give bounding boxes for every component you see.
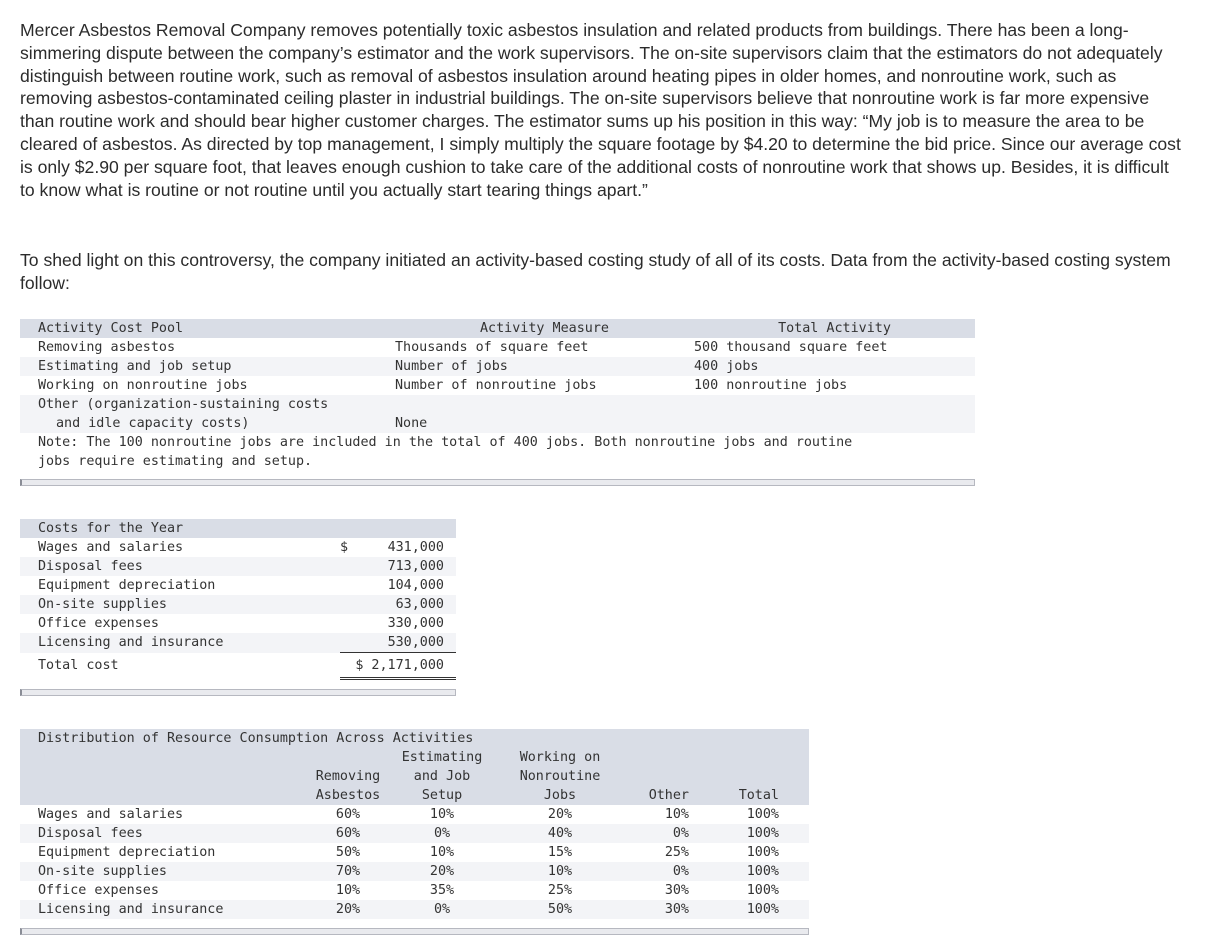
activity-measure: Thousands of square feet [395,340,589,355]
distribution-body [20,805,809,919]
pct-other: 0% [624,824,689,843]
cost-label: Disposal fees [38,557,340,576]
cost-label: Equipment depreciation [38,578,216,593]
cost-amount: 713,000 [366,557,456,576]
activity-table-scrollbar[interactable] [20,479,975,486]
activity-pool: Removing asbestos [38,340,176,355]
costs-table-header [20,519,456,538]
table-note [20,433,975,452]
resource-label: On-site supplies [38,862,308,881]
total-cost-label: Total cost [38,658,119,673]
distribution-title: Distribution of Resource Consumption Across Activities [38,729,809,748]
header-removing-line2: Removing [308,767,388,786]
table-row [20,614,456,633]
resource-label: Disposal fees [38,824,308,843]
resource-label: Equipment depreciation [38,845,216,860]
table-row [20,595,456,614]
pct-working: 40% [496,824,624,843]
pct-estimating: 0% [388,824,496,843]
table-row [20,557,456,576]
header-other-line3: Other [624,786,689,805]
distribution-table-scrollbar[interactable] [20,928,809,935]
activity-pool: Estimating and job setup [38,357,395,376]
cost-amount: 63,000 [366,595,456,614]
resource-label: Office expenses [38,883,159,898]
pct-removing: 70% [308,862,388,881]
activity-total: 400 jobs [694,357,975,376]
pct-working: 20% [547,807,573,822]
pct-other: 25% [664,845,689,860]
pct-other: 30% [664,883,689,898]
cost-amount: 330,000 [387,616,444,631]
pct-removing: 20% [308,900,388,919]
pct-removing: 60% [335,807,361,822]
distribution-header-row [20,786,809,805]
activity-measure: Number of jobs [395,357,694,376]
table-row [20,376,975,395]
note-line-2: jobs require estimating and setup. [38,452,975,471]
table-row [20,357,975,376]
pct-estimating: 10% [429,845,455,860]
activity-table [20,319,975,471]
table-row [20,338,975,357]
pct-total: 100% [689,862,779,881]
pct-working: 10% [496,862,624,881]
table-row [20,881,809,900]
distribution-header-row [20,748,809,767]
table-row [20,576,456,595]
table-row [20,633,456,653]
table-row [20,843,809,862]
pct-working: 50% [496,900,624,919]
pct-estimating: 10% [429,807,455,822]
cost-amount: 104,000 [387,578,444,593]
cost-label: Office expenses [38,616,159,631]
activity-total: 100 nonroutine jobs [694,378,848,393]
pct-other: 0% [624,862,689,881]
header-working-line3: Jobs [496,786,624,805]
pct-total: 100% [689,824,779,843]
study-paragraph: To shed light on this controversy, the company initiated an activity-based costing study of all of its costs. Data from the activity-based costing system follow: [20,250,1171,293]
pct-total: 100% [746,845,779,860]
table-row [20,824,809,843]
pct-other: 10% [664,807,689,822]
table-row [20,538,456,557]
costs-table-scrollbar[interactable] [20,689,456,696]
table-row [20,414,975,433]
header-total-line3: Total [689,786,779,805]
total-cost-amount: $ 2,171,000 [340,653,456,679]
cost-label: On-site supplies [38,595,340,614]
table-row [20,805,809,824]
resource-label: Wages and salaries [38,807,184,822]
pct-total: 100% [746,883,779,898]
header-other-line1 [624,748,689,767]
cost-amount: 530,000 [366,633,456,653]
header-costs-for-the-year: Costs for the Year [38,519,456,538]
costs-table [20,519,456,680]
header-activity-cost-pool: Activity Cost Pool [38,319,395,338]
activity-pool: Working on nonroutine jobs [38,378,248,393]
header-total-activity: Total Activity [694,319,975,338]
pct-total: 100% [746,807,779,822]
activity-measure: Number of nonroutine jobs [395,378,597,393]
cost-amount: 431,000 [387,540,444,555]
pct-removing: 10% [335,883,361,898]
pct-working: 15% [547,845,573,860]
pct-working: 25% [547,883,573,898]
table-row [20,900,809,919]
distribution-title-row [20,729,809,748]
header-working-line1: Working on [496,748,624,767]
activity-total: 500 thousand square feet [694,340,888,355]
pct-estimating: 20% [388,862,496,881]
activity-measure-none: None [395,414,694,433]
pct-estimating: 0% [388,900,496,919]
resource-label: Licensing and insurance [38,900,308,919]
table-row [20,395,975,414]
pct-removing: 60% [308,824,388,843]
header-estimating-line3: Setup [388,786,496,805]
table-row-total [20,653,456,679]
header-estimating-line1: Estimating [388,748,496,767]
header-estimating-line2: and Job [388,767,496,786]
pct-total: 100% [689,900,779,919]
pct-estimating: 35% [429,883,455,898]
header-total-line2 [689,767,779,786]
header-other-line2 [624,767,689,786]
activity-pool-other: Other (organization-sustaining costs [38,395,975,414]
table-row [20,862,809,881]
distribution-table [20,729,809,919]
cost-label: Licensing and insurance [38,633,340,653]
header-working-line2: Nonroutine [496,767,624,786]
header-activity-measure: Activity Measure [395,319,694,338]
intro-paragraph: Mercer Asbestos Removal Company removes potentially toxic asbestos insulation and related products from buildings. There has been a long-simmering dispute between the company’s estimator and the work supervisors. The on-site supervisors claim that the estimators do not adequately distinguish between routine work, such as removal of asbestos insulation around heating pipes in older homes, and nonroutine work, such as removing asbestos-contaminated ceiling plaster in industrial buildings. The on-site supervisors believe that nonroutine work is far more expensive than routine work and should bear higher customer charges. The estimator sums up his position in this way: “My job is to measure the area to be cleared of asbestos. As directed by top management, I simply multiply the square footage by $4.20 to determine the bid price. Since our average cost is only $2.90 per square foot, that leaves enough cushion to take care of the additional costs of nonroutine work that shows up. Besides, it is difficult to know what is routine or not routine until you actually start tearing things apart.” [20,20,1181,200]
activity-pool-other-cont: and idle capacity costs) [38,414,395,433]
dollar-sign: $ [340,540,349,555]
pct-removing: 50% [335,845,361,860]
header-removing-line3: Asbestos [308,786,388,805]
header-removing-line1 [308,748,388,767]
note-line-1: Note: The 100 nonroutine jobs are included in the total of 400 jobs. Both nonroutine jobs and routine [38,433,975,452]
distribution-header-row [20,767,809,786]
cost-label: Wages and salaries [38,540,184,555]
pct-other: 30% [624,900,689,919]
activity-table-header [20,319,975,338]
header-total-line1 [689,748,779,767]
table-note [20,452,975,471]
